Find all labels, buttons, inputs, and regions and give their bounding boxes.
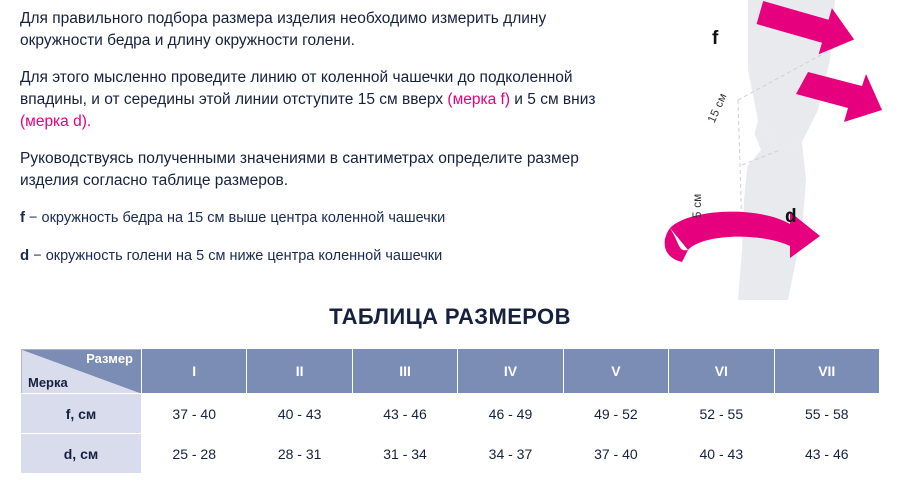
- legend-d-key: d: [20, 247, 30, 265]
- size-table-header-row: [21, 349, 880, 394]
- instruction-paragraph-1: Для правильного подбора размера изделия необходимо измерить длину окружности бедра и длину окружности голени.: [20, 10, 547, 49]
- instruction-p2-part-b: и 5 см вниз: [510, 91, 596, 108]
- instruction-paragraph-2: [20, 67, 620, 133]
- table-row: [21, 434, 880, 474]
- instruction-paragraph-3: Руководствуясь полученными значениями в сантиметрах определите размер изделия согласно таблице размеров.: [20, 150, 579, 189]
- instructions-block: [20, 8, 620, 284]
- size-table: [20, 348, 880, 474]
- cell-f-3: 43 - 46: [352, 394, 457, 434]
- corner-label-size: Размер: [86, 351, 133, 366]
- leg-diagram-svg: [630, 0, 900, 300]
- legend-f-text: − окружность бедра на 15 см выше центра коленной чашечки: [25, 210, 446, 226]
- instruction-p2-part-a: Для этого мысленно проведите линию от коленной чашечки до подколенной впадины, и от середины этой линии отступите 15 см вверх: [20, 69, 573, 108]
- table-row: [21, 394, 880, 434]
- legend-d: [20, 245, 620, 266]
- cell-d-1: 25 - 28: [142, 434, 247, 474]
- row-header-f: f, см: [21, 394, 142, 434]
- cell-f-2: 40 - 43: [247, 394, 352, 434]
- cell-d-4: 34 - 37: [458, 434, 563, 474]
- cell-d-2: 28 - 31: [247, 434, 352, 474]
- cell-f-7: 55 - 58: [774, 394, 879, 434]
- column-header-7: VII: [774, 349, 879, 394]
- cell-f-6: 52 - 55: [669, 394, 774, 434]
- cell-d-6: 40 - 43: [669, 434, 774, 474]
- column-header-1: I: [142, 349, 247, 394]
- size-table-body: [21, 394, 880, 474]
- cell-d-5: 37 - 40: [563, 434, 668, 474]
- corner-label-measure: Мерка: [28, 375, 68, 390]
- dimension-5cm: 5 см: [692, 193, 704, 218]
- legend-f: [20, 207, 620, 228]
- label-f: f: [712, 28, 719, 49]
- size-table-head: [21, 349, 880, 394]
- cell-f-5: 49 - 52: [563, 394, 668, 434]
- column-header-6: VI: [669, 349, 774, 394]
- table-title: ТАБЛИЦА РАЗМЕРОВ: [329, 304, 571, 329]
- cell-f-1: 37 - 40: [142, 394, 247, 434]
- column-header-5: V: [563, 349, 668, 394]
- row-header-d: d, см: [21, 434, 142, 474]
- cell-f-4: 46 - 49: [458, 394, 563, 434]
- dimension-15cm: 15 см: [706, 91, 730, 125]
- table-corner-cell: [21, 349, 142, 394]
- cell-d-3: 31 - 34: [352, 434, 457, 474]
- column-header-2: II: [247, 349, 352, 394]
- legend-d-text: − окружность голени на 5 см ниже центра коленной чашечки: [29, 248, 443, 265]
- column-header-4: IV: [458, 349, 563, 394]
- label-d: d: [785, 206, 797, 227]
- measure-f-note: (мерка f): [447, 91, 510, 108]
- legend-f-key: f: [20, 209, 25, 226]
- measure-d-note: (мерка d).: [20, 113, 92, 130]
- leg-illustration: [630, 0, 900, 300]
- cell-d-7: 43 - 46: [774, 434, 879, 474]
- column-header-3: III: [352, 349, 457, 394]
